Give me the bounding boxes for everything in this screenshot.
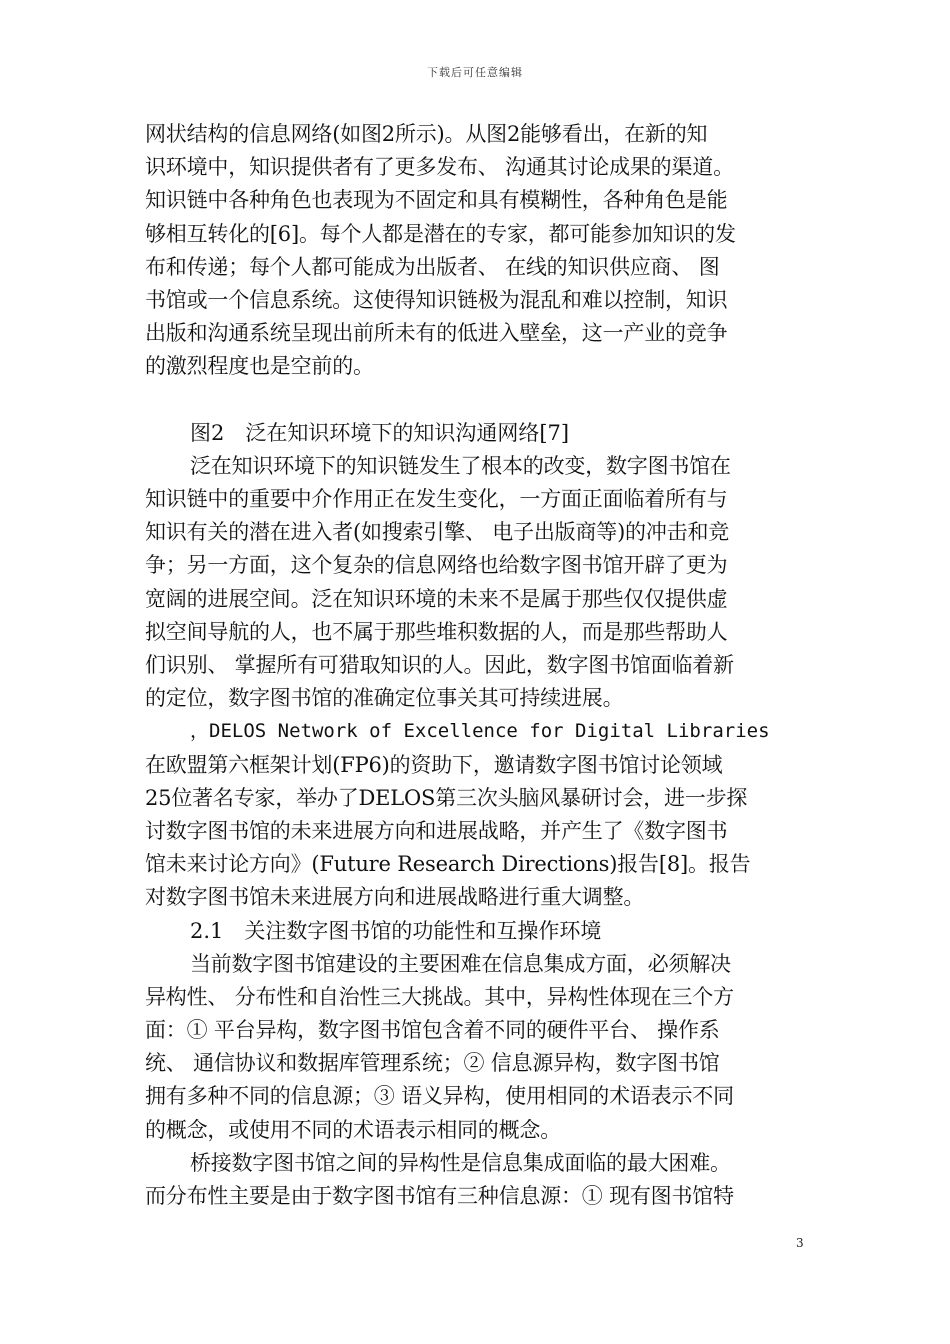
text-line: 宽阔的进展空间。泛在知识环境的未来不是属于那些仅仅提供虚 bbox=[145, 586, 728, 611]
text-line: 网状结构的信息网络(如图2所示)。从图2能够看出，在新的知 bbox=[145, 122, 708, 146]
text-line: 知识有关的潜在进入者(如搜索引擎、 电子出版商等)的冲击和竞 bbox=[145, 520, 730, 545]
text-line: 讨数字图书馆的未来进展方向和进展战略，并产生了《数字图书 bbox=[145, 818, 728, 843]
text-line: 桥接数字图书馆之间的异构性是信息集成面临的最大困难。 bbox=[190, 1150, 731, 1175]
paragraph-knowledge-chain bbox=[145, 450, 810, 716]
text-line: 够相互转化的[6]。每个人都是潜在的专家，都可能参加知识的发 bbox=[145, 221, 736, 246]
text-line: 知识链中的重要中介作用正在发生变化，一方面正面临着所有与 bbox=[145, 487, 728, 512]
paragraph-network-structure bbox=[145, 118, 810, 384]
text-line: 当前数字图书馆建设的主要困难在信息集成方面，必须解决 bbox=[190, 951, 731, 976]
text-line: 们识别、 掌握所有可猎取知识的人。因此，数字图书馆面临着新 bbox=[145, 653, 734, 677]
text-line: 而分布性主要是由于数字图书馆有三种信息源：① 现有图书馆特 bbox=[145, 1184, 734, 1208]
section-heading: 2.1 关注数字图书馆的功能性和互操作环境 bbox=[190, 918, 602, 943]
text-line: 拥有多种不同的信息源；③ 语义异构，使用相同的术语表示不同 bbox=[145, 1084, 734, 1109]
blank-line bbox=[145, 384, 810, 417]
text-line: 异构性、 分布性和自治性三大挑战。其中，异构性体现在三个方 bbox=[145, 984, 734, 1009]
text-line: 拟空间导航的人，也不属于那些堆积数据的人，而是那些帮助人 bbox=[145, 619, 728, 644]
document-body bbox=[145, 118, 810, 1213]
paragraph-heterogeneity bbox=[145, 948, 810, 1147]
text-line: 的定位，数字图书馆的准确定位事关其可持续进展。 bbox=[145, 686, 624, 711]
text-line: 识环境中，知识提供者有了更多发布、 沟通其讨论成果的渠道。 bbox=[145, 155, 734, 180]
text-line: 的激烈程度也是空前的。 bbox=[145, 354, 374, 379]
figure-caption: 图2 泛在知识环境下的知识沟通网络[7] bbox=[190, 420, 570, 445]
text-line: 对数字图书馆未来进展方向和进展战略进行重大调整。 bbox=[145, 885, 645, 910]
text-line: 的概念，或使用不同的术语表示相同的概念。 bbox=[145, 1117, 561, 1142]
text-line: 争；另一方面，这个复杂的信息网络也给数字图书馆开辟了更为 bbox=[145, 553, 728, 578]
text-line: 知识链中各种角色也表现为不固定和具有模糊性，各种角色是能 bbox=[145, 188, 728, 213]
text-line: 布和传递；每个人都可能成为出版者、 在线的知识供应商、 图 bbox=[145, 254, 720, 279]
page-number: 3 bbox=[796, 1236, 804, 1250]
text-line: 面：① 平台异构，数字图书馆包含着不同的硬件平台、 操作系 bbox=[145, 1018, 720, 1043]
text-line: 泛在知识环境下的知识链发生了根本的改变，数字图书馆在 bbox=[190, 453, 731, 478]
text-line: 25位著名专家，举办了DELOS第三次头脑风暴研讨会，进一步探 bbox=[145, 785, 748, 810]
text-line: 书馆或一个信息系统。这使得知识链极为混乱和难以控制，知识 bbox=[145, 287, 728, 312]
text-line: 在欧盟第六框架计划(FP6)的资助下，邀请数字图书馆讨论领域 bbox=[145, 752, 723, 777]
paragraph-delos bbox=[145, 715, 810, 914]
paragraph-distribution bbox=[145, 1147, 810, 1213]
text-line: 馆未来讨论方向》(Future Research Directions)报告[8]。报告 bbox=[145, 852, 751, 877]
text-line: 出版和沟通系统呈现出前所未有的低进入壁垒，这一产业的竞争 bbox=[145, 321, 728, 346]
text-line: 统、 通信协议和数据库管理系统；② 信息源异构，数字图书馆 bbox=[145, 1051, 720, 1076]
page-header: 下载后可任意编辑 bbox=[427, 66, 523, 79]
text-line: ，DELOS Network of Excellence for Digital Libraries bbox=[190, 720, 770, 743]
